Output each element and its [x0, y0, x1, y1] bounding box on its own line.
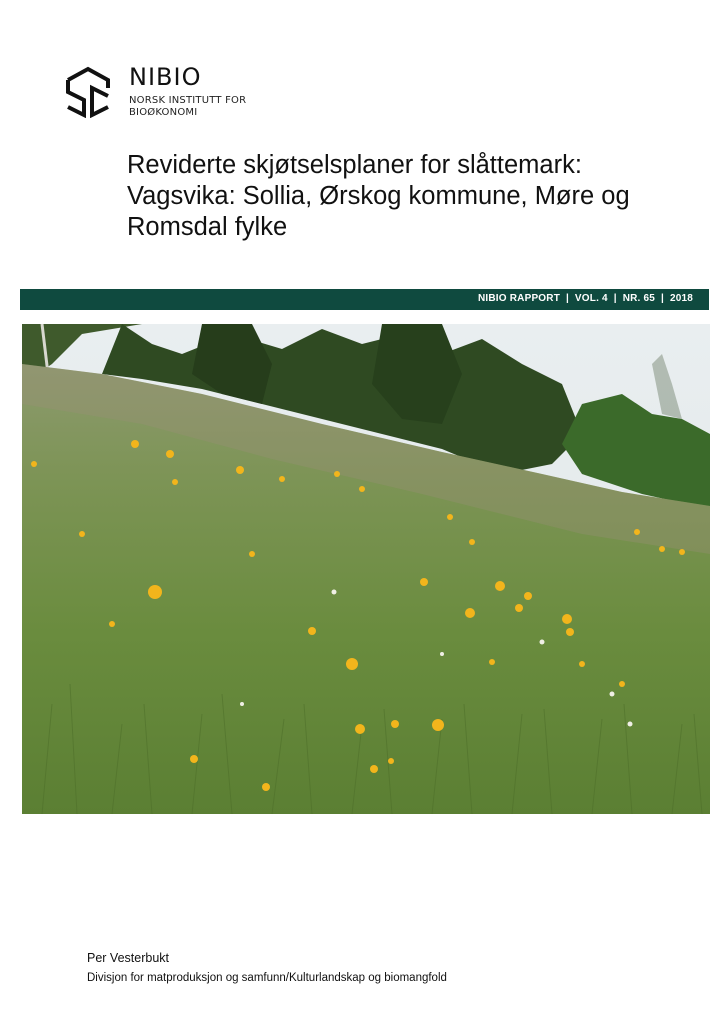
author-division: Divisjon for matproduksjon og samfunn/Kulturlandskap og biomangfold [87, 972, 447, 984]
nibio-logo [64, 64, 264, 124]
cover-photo [22, 324, 710, 814]
logo-name: NIBIO [129, 63, 202, 91]
report-title-line-3: Romsdal fylke [127, 213, 288, 241]
nibio-mark-icon [64, 66, 112, 118]
logo-subtitle-line-1: NORSK INSTITUTT FOR [129, 95, 247, 106]
series-band [20, 289, 709, 310]
logo-subtitle [129, 95, 259, 119]
report-title-line-2: Vagsvika: Sollia, Ørskog kommune, Møre og [127, 182, 630, 210]
logo-subtitle-line-2: BIOØKONOMI [129, 107, 198, 118]
report-title [127, 150, 687, 243]
report-title-line-1: Reviderte skjøtselsplaner for slåttemark: [127, 151, 582, 179]
series-info: NIBIO RAPPORT | VOL. 4 | NR. 65 | 2018 [477, 293, 693, 304]
meadow-photo-illustration [22, 324, 710, 814]
author-name: Per Vesterbukt [87, 951, 169, 965]
